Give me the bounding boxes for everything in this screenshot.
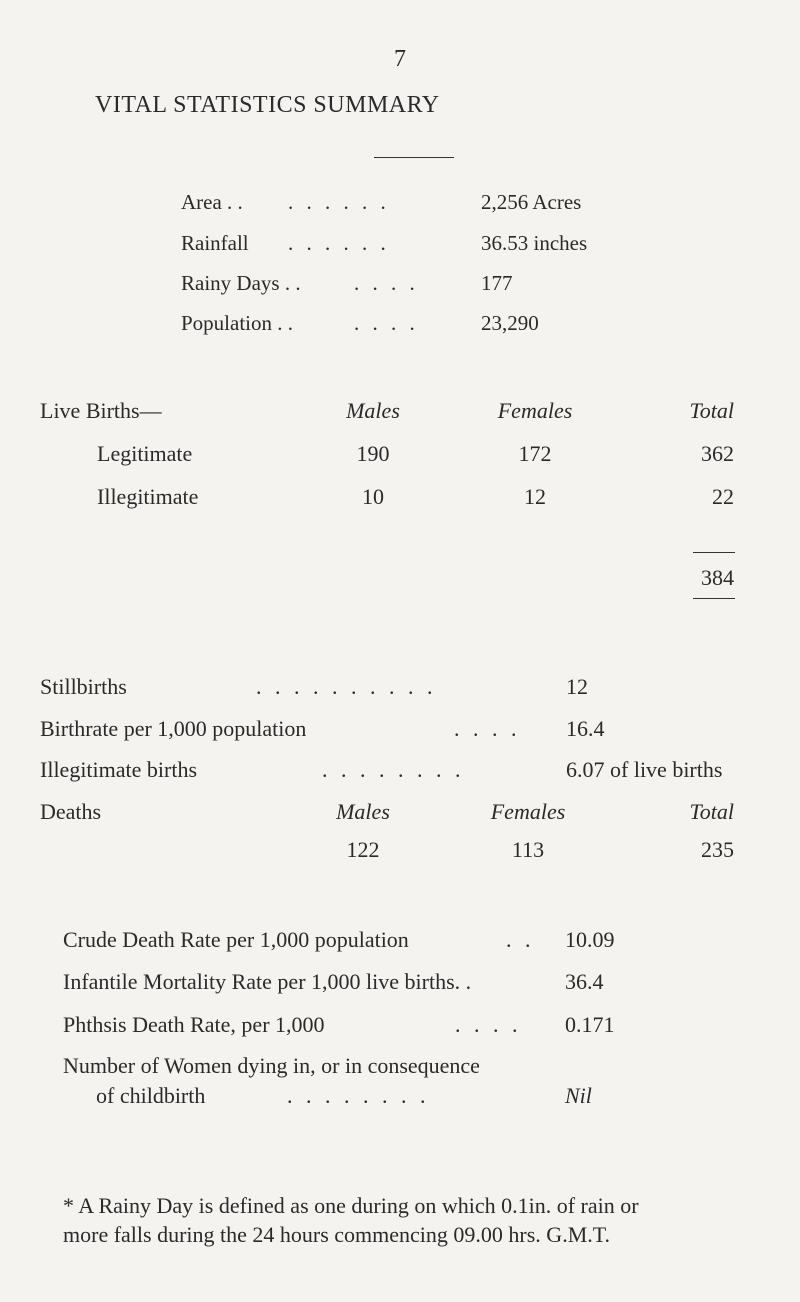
page-number: 7 bbox=[394, 46, 406, 72]
deaths-males: 122 bbox=[346, 837, 380, 862]
birthrate-label: Birthrate per 1,000 population bbox=[40, 716, 307, 741]
phthsis-death-rate-value: 0.171 bbox=[565, 1012, 615, 1037]
live-births-heading: Live Births— bbox=[40, 398, 162, 423]
birthrate-dots: . . . . bbox=[454, 716, 521, 741]
legitimate-females: 172 bbox=[518, 441, 552, 466]
legitimate-label: Legitimate bbox=[97, 441, 193, 466]
crude-death-rate-label: Crude Death Rate per 1,000 population bbox=[63, 927, 409, 952]
area-dots: . . . . . . bbox=[288, 190, 390, 214]
rainfall-value: 36.53 inches bbox=[481, 231, 588, 255]
deaths-col-females: Females bbox=[490, 799, 566, 824]
maternal-value: Nil bbox=[565, 1083, 592, 1108]
rainy-days-dots: . . . . bbox=[354, 271, 419, 295]
legitimate-males: 190 bbox=[356, 441, 390, 466]
rainy-days-label: Rainy Days . . bbox=[181, 271, 301, 295]
phthsis-death-rate-dots: . . . . bbox=[455, 1012, 522, 1037]
deaths-label: Deaths bbox=[40, 799, 102, 824]
maternal-dots: . . . . . . . . bbox=[287, 1083, 430, 1108]
illegitimate-females: 12 bbox=[524, 484, 546, 509]
population-dots: . . . . bbox=[354, 311, 419, 335]
total-rule-top bbox=[693, 552, 735, 553]
total-rule-bottom bbox=[693, 598, 735, 599]
area-value: 2,256 Acres bbox=[481, 190, 582, 214]
maternal-label-line1: Number of Women dying in, or in consequence bbox=[63, 1053, 480, 1078]
phthsis-death-rate-label: Phthsis Death Rate, per 1,000 bbox=[63, 1012, 325, 1037]
crude-death-rate-value: 10.09 bbox=[565, 927, 615, 952]
deaths-col-total: Total bbox=[689, 799, 734, 824]
title-divider bbox=[374, 157, 454, 158]
page-title: VITAL STATISTICS SUMMARY bbox=[95, 92, 440, 118]
footnote-line1: * A Rainy Day is defined as one during on which 0.1in. of rain or bbox=[63, 1193, 639, 1218]
stillbirths-value: 12 bbox=[566, 674, 588, 699]
population-value: 23,290 bbox=[481, 311, 539, 335]
rainfall-dots: . . . . . . bbox=[288, 231, 390, 255]
deaths-col-males: Males bbox=[336, 799, 390, 824]
birthrate-value: 16.4 bbox=[566, 716, 605, 741]
population-label: Population . . bbox=[181, 311, 294, 335]
grand-total: 384 bbox=[701, 565, 734, 590]
stillbirths-dots: . . . . . . . . . . bbox=[256, 674, 437, 699]
footnote-line2: more falls during the 24 hours commencing 09.00 hrs. G.M.T. bbox=[63, 1222, 611, 1247]
deaths-total: 235 bbox=[701, 837, 734, 862]
illegitimate-births-value: 6.07 of live births bbox=[566, 757, 723, 782]
illegitimate-births-label: Illegitimate births bbox=[40, 757, 198, 782]
illegitimate-label: Illegitimate bbox=[97, 484, 199, 509]
deaths-females: 113 bbox=[511, 837, 545, 862]
crude-death-rate-dots: . . bbox=[506, 927, 535, 952]
col-females: Females bbox=[497, 398, 573, 423]
rainfall-label: Rainfall bbox=[181, 231, 249, 255]
rainy-days-value: 177 bbox=[481, 271, 513, 295]
legitimate-total: 362 bbox=[701, 441, 734, 466]
col-males: Males bbox=[346, 398, 400, 423]
infantile-mortality-label: Infantile Mortality Rate per 1,000 live births. . bbox=[63, 969, 472, 994]
illegitimate-births-dots: . . . . . . . . bbox=[322, 757, 465, 782]
maternal-label-line2: of childbirth bbox=[96, 1083, 206, 1108]
infantile-mortality-value: 36.4 bbox=[565, 969, 604, 994]
col-total: Total bbox=[689, 398, 734, 423]
area-label: Area . . bbox=[181, 190, 243, 214]
illegitimate-males: 10 bbox=[362, 484, 384, 509]
illegitimate-total: 22 bbox=[712, 484, 734, 509]
stillbirths-label: Stillbirths bbox=[40, 674, 127, 699]
